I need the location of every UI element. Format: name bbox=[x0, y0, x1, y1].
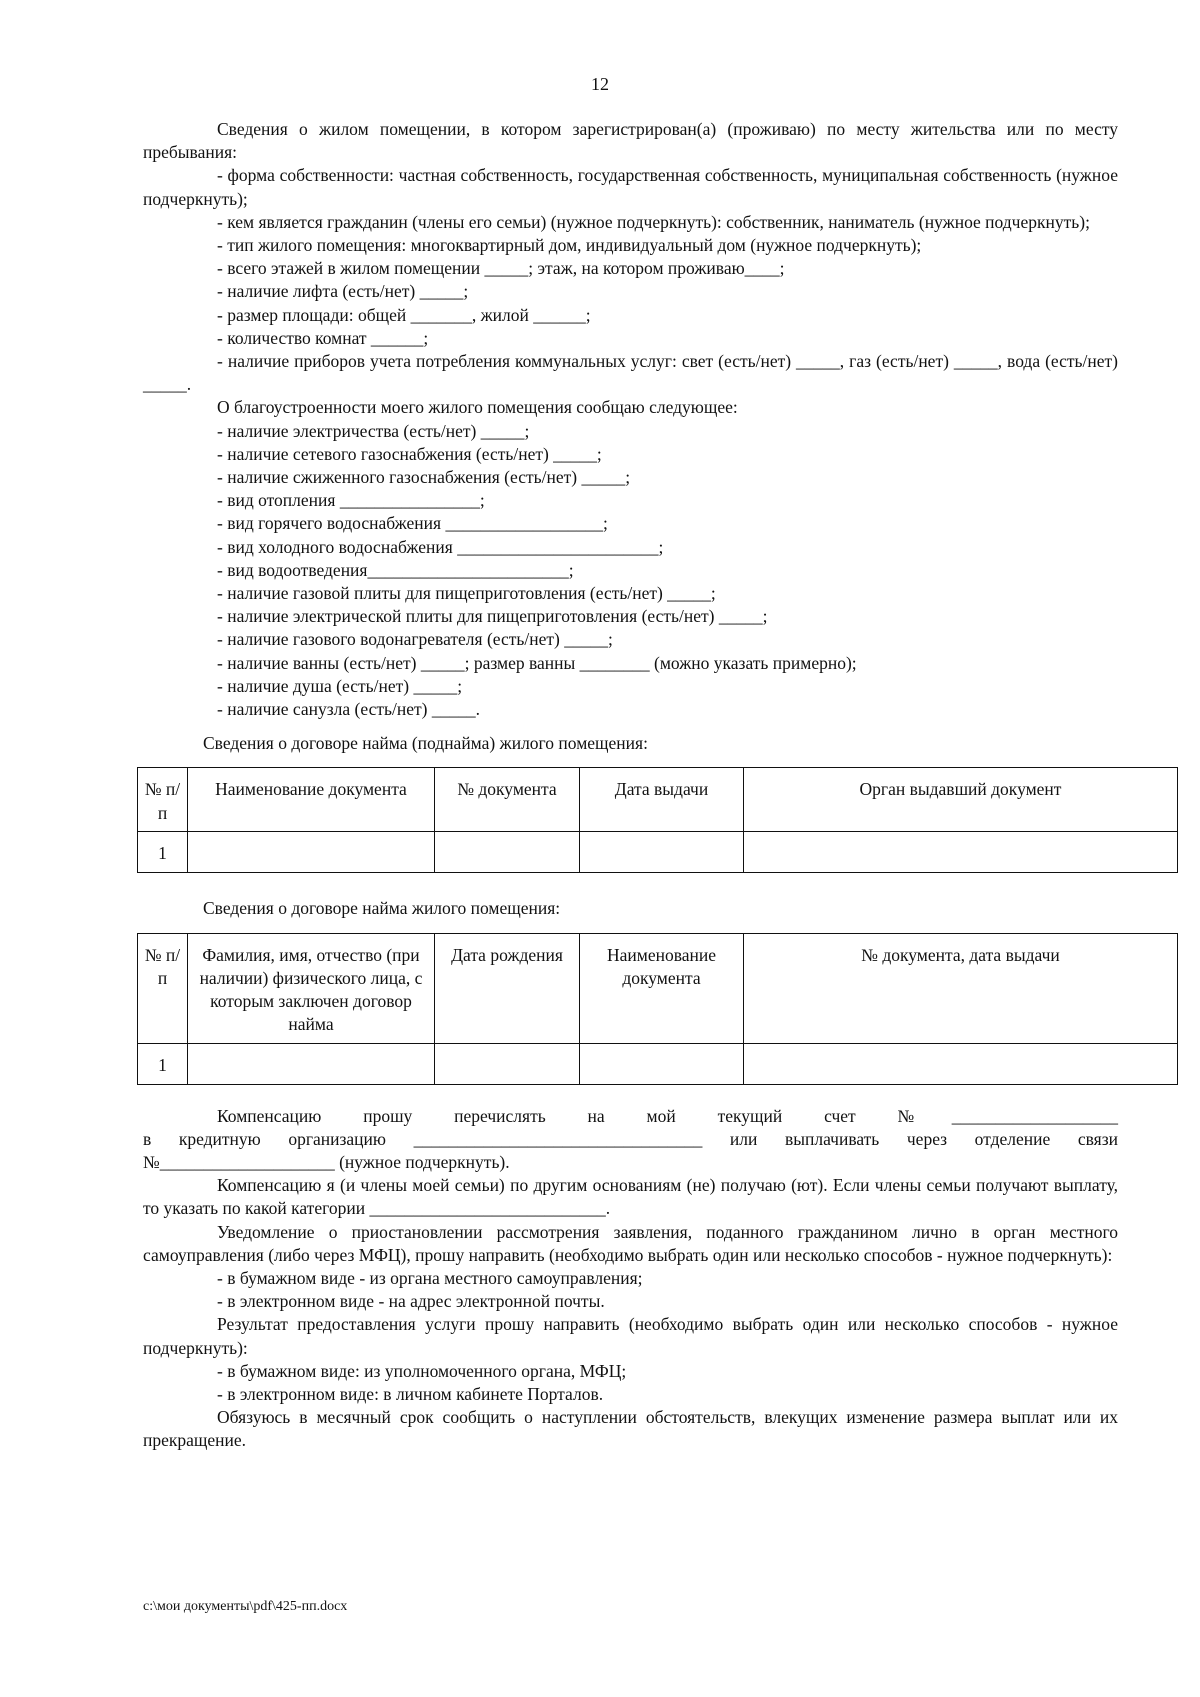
table1-heading: Сведения о договоре найма (поднайма) жилого помещения: bbox=[203, 733, 648, 754]
table-cell bbox=[580, 832, 744, 873]
table-row bbox=[138, 1043, 1178, 1084]
form-line: - вид горячего водоснабжения __________________; bbox=[217, 513, 608, 534]
table-cell: 1 bbox=[138, 832, 188, 873]
table-cell bbox=[435, 832, 580, 873]
tenancy-person-table bbox=[137, 933, 1178, 1085]
form-line: - тип жилого помещения: многоквартирный дом, индивидуальный дом (нужное подчеркнуть); bbox=[217, 235, 922, 256]
col-header: Наименование документа bbox=[580, 933, 744, 1043]
form-line: - наличие электрической плиты для пищеприготовления (есть/нет) _____; bbox=[217, 606, 768, 627]
form-line: Результат предоставления услуги прошу направить (необходимо выбрать один или несколько способов - нужное подчеркнуть): bbox=[143, 1314, 1118, 1358]
col-header: № п/п bbox=[138, 768, 188, 832]
form-line: Уведомление о приостановлении рассмотрения заявления, поданного гражданином лично в орган местного самоуправления (либо через МФЦ), прошу направить (необходимо выбрать один или несколько способов - нужное подчеркнуть): bbox=[143, 1221, 1118, 1265]
tenancy-sublease-table bbox=[137, 767, 1178, 873]
form-line: - в бумажном виде: из уполномоченного органа, МФЦ; bbox=[217, 1360, 627, 1381]
form-line: О благоустроенности моего жилого помещения сообщаю следующее: bbox=[217, 397, 738, 418]
form-line: - наличие электричества (есть/нет) _____; bbox=[217, 420, 530, 441]
form-line: - наличие приборов учета потребления коммунальных услуг: свет (есть/нет) _____, газ (есть/нет) _____, вода (есть/нет) _____. bbox=[143, 351, 1118, 395]
form-line: - в электронном виде: в личном кабинете Порталов. bbox=[217, 1383, 604, 1404]
table-row bbox=[138, 832, 1178, 873]
table-cell bbox=[188, 832, 435, 873]
table2-heading: Сведения о договоре найма жилого помещения: bbox=[203, 898, 561, 919]
table-header-row bbox=[138, 768, 1178, 832]
form-line: - количество комнат ______; bbox=[217, 327, 429, 348]
form-line: Обязуюсь в месячный срок сообщить о наступлении обстоятельств, влекущих изменение размера выплат или их прекращение. bbox=[143, 1407, 1118, 1451]
table-cell bbox=[744, 832, 1178, 873]
col-header: № п/п bbox=[138, 933, 188, 1043]
col-header: № документа bbox=[435, 768, 580, 832]
col-header: Фамилия, имя, отчество (при наличии) физического лица, с которым заключен договор найма bbox=[188, 933, 435, 1043]
table-header-row bbox=[138, 933, 1178, 1043]
file-path-footer: c:\мои документы\pdf\425-пп.docx bbox=[143, 1599, 348, 1614]
form-line: - кем является гражданин (члены его семьи) (нужное подчеркнуть): собственник, наниматель (нужное подчеркнуть); bbox=[217, 211, 1090, 232]
table-cell: 1 bbox=[138, 1043, 188, 1084]
compensation-section bbox=[143, 1105, 1118, 1453]
form-line: - наличие газовой плиты для пищеприготовления (есть/нет) _____; bbox=[217, 583, 716, 604]
form-line: - размер площади: общей _______, жилой ______; bbox=[217, 304, 591, 325]
form-line: - форма собственности: частная собственность, государственная собственность, муниципальная собственность (нужное подчеркнуть); bbox=[143, 165, 1118, 209]
form-line: - в бумажном виде - из органа местного самоуправления; bbox=[217, 1267, 643, 1288]
form-line: - в электронном виде - на адрес электронной почты. bbox=[217, 1291, 605, 1312]
form-line: - вид водоотведения_______________________; bbox=[217, 559, 574, 580]
form-line: - наличие сетевого газоснабжения (есть/нет) _____; bbox=[217, 443, 602, 464]
form-line: - наличие душа (есть/нет) _____; bbox=[217, 675, 463, 696]
form-line: - вид отопления ________________; bbox=[217, 490, 485, 511]
residence-info-section bbox=[143, 118, 1118, 721]
page-number: 12 bbox=[591, 74, 609, 94]
document-body bbox=[143, 118, 1118, 1453]
form-line: Компенсацию я (и члены моей семьи) по другим основаниям (не) получаю (ют). Если члены семьи получают выплату, то указать по какой категории ___________________________. bbox=[143, 1175, 1118, 1219]
col-header: Орган выдавший документ bbox=[744, 768, 1178, 832]
form-line: - наличие лифта (есть/нет) _____; bbox=[217, 281, 469, 302]
form-line: - наличие санузла (есть/нет) _____. bbox=[217, 699, 480, 720]
table-cell bbox=[744, 1043, 1178, 1084]
table-cell bbox=[188, 1043, 435, 1084]
col-header: Дата выдачи bbox=[580, 768, 744, 832]
col-header: Дата рождения bbox=[435, 933, 580, 1043]
col-header: № документа, дата выдачи bbox=[744, 933, 1178, 1043]
form-line: - всего этажей в жилом помещении _____; этаж, на котором проживаю____; bbox=[217, 258, 785, 279]
form-line: Сведения о жилом помещении, в котором зарегистрирован(а) (проживаю) по месту жительства или по месту пребывания: bbox=[143, 119, 1118, 163]
form-line: в кредитную организацию _________________________________ или выплачивать через отделение связи bbox=[143, 1128, 1118, 1149]
form-line: - наличие сжиженного газоснабжения (есть/нет) _____; bbox=[217, 467, 631, 488]
form-line: - наличие газового водонагревателя (есть/нет) _____; bbox=[217, 629, 613, 650]
col-header: Наименование документа bbox=[188, 768, 435, 832]
table-cell bbox=[580, 1043, 744, 1084]
form-line: - вид холодного водоснабжения _______________________; bbox=[217, 536, 664, 557]
form-line: №____________________ (нужное подчеркнуть). bbox=[143, 1151, 510, 1172]
table-cell bbox=[435, 1043, 580, 1084]
form-line: Компенсацию прошу перечислять на мой текущий счет №___________________ bbox=[217, 1105, 1118, 1126]
form-line: - наличие ванны (есть/нет) _____; размер ванны ________ (можно указать примерно); bbox=[217, 652, 857, 673]
